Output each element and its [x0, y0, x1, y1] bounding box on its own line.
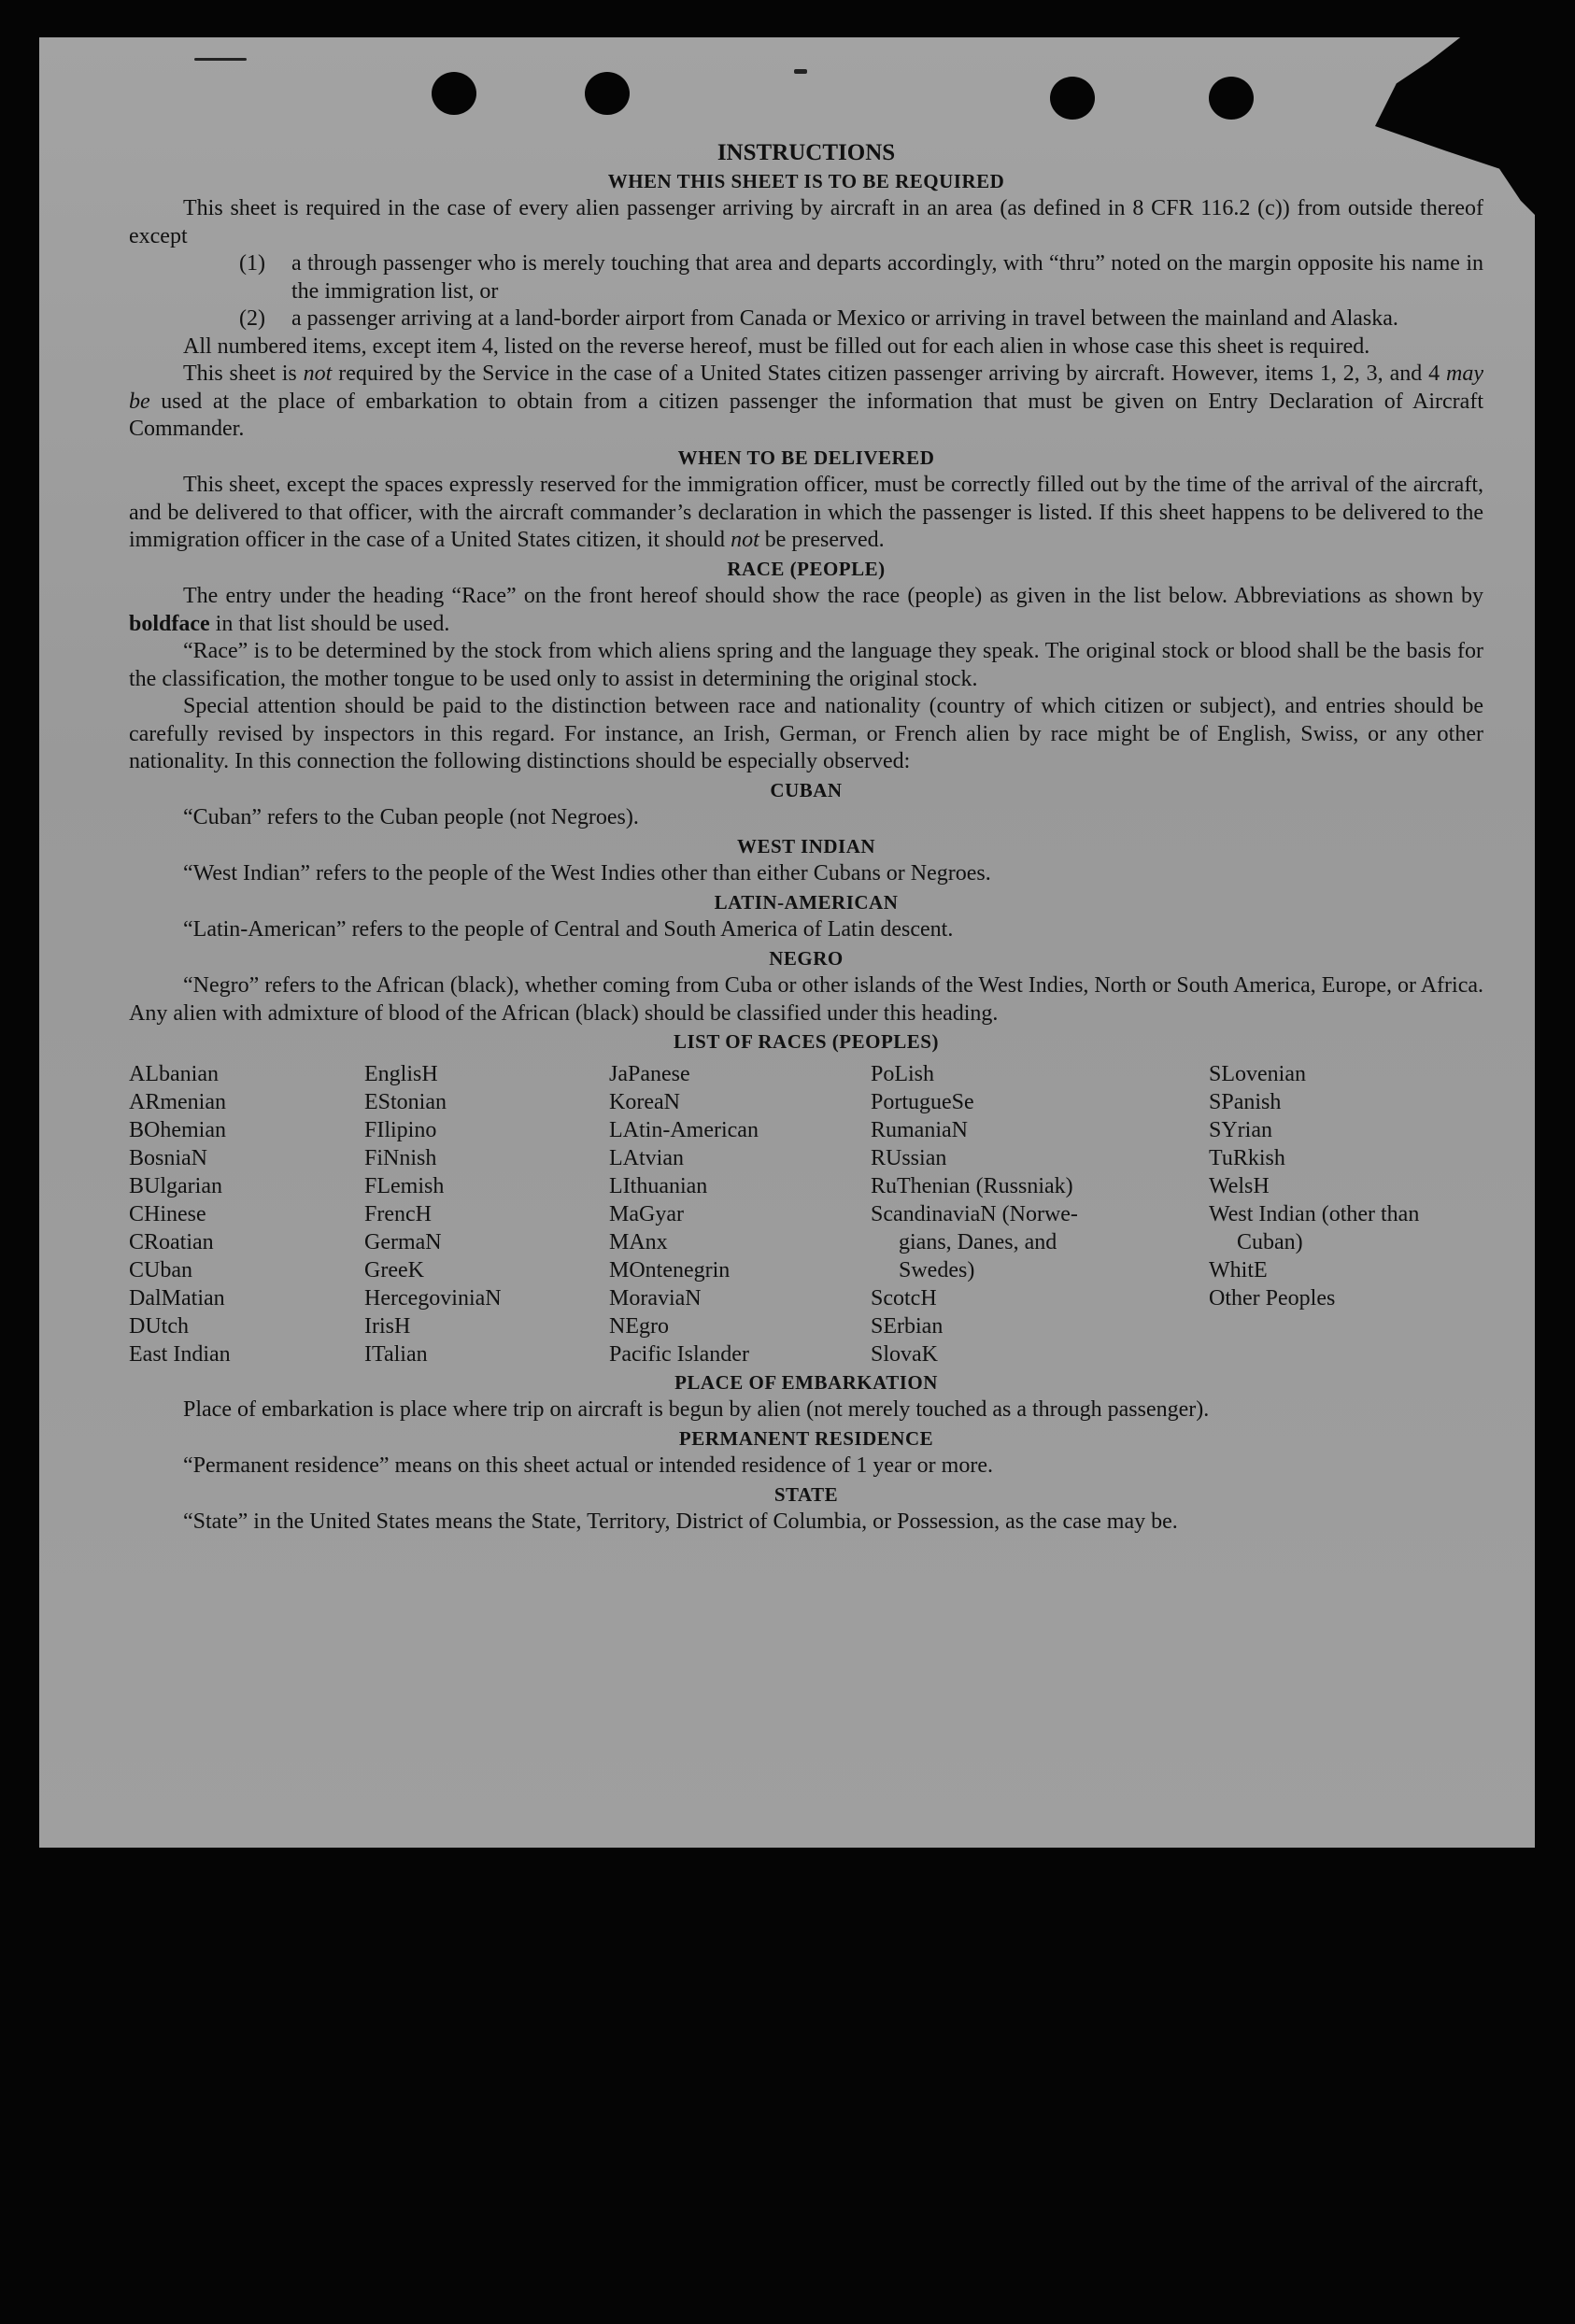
race-entry: Swedes)	[899, 1257, 975, 1282]
race-entry: RuThenian (Russniak)	[871, 1173, 1073, 1198]
punch-hole	[1050, 77, 1095, 120]
item-number: (2)	[239, 306, 265, 331]
item-number: (1)	[239, 251, 265, 276]
race-entry: JaPanese	[609, 1061, 690, 1086]
race-entry: BUlgarian	[129, 1173, 222, 1198]
section-heading: WEST INDIAN	[736, 834, 876, 857]
race-column	[364, 1060, 609, 1368]
list-item	[239, 305, 1483, 333]
race-entry: TuRkish	[1209, 1145, 1285, 1170]
race-entry: MAnx	[609, 1229, 668, 1254]
race-entry: MaGyar	[609, 1201, 684, 1226]
race-entry: FrencH	[364, 1201, 432, 1226]
race-entry: SPanish	[1209, 1089, 1282, 1114]
race-column	[871, 1060, 1209, 1368]
race-list	[129, 1060, 1483, 1368]
race-column	[609, 1060, 871, 1368]
race-entry: ALbanian	[129, 1061, 219, 1086]
ink-speck	[194, 58, 247, 61]
race-entry: LAtvian	[609, 1145, 684, 1170]
race-entry: MOntenegrin	[609, 1257, 731, 1282]
race-entry: KoreaN	[609, 1089, 680, 1114]
race-entry: PoLish	[871, 1061, 935, 1086]
race-entry: ScotcH	[871, 1285, 937, 1311]
section-heading: WHEN THIS SHEET IS TO BE REQUIRED	[607, 169, 1005, 192]
race-entry: EnglisH	[364, 1061, 438, 1086]
text-run: This sheet, except the spaces expressly reserved for the immigration officer, must be correctly filled out by the time of the arrival of the aircraft, and be delivered to that officer, with the aircraft commander’s declaration in which the passenger is listed. If this sheet happens to be delivered to the immigration officer in the case of a United States citizen, it should	[129, 473, 1483, 552]
race-entry: CRoatian	[129, 1229, 214, 1254]
paragraph: Place of embarkation is place where trip on aircraft is begun by alien (not merely touched as a through passenger).	[183, 1397, 1210, 1422]
italic-text: not	[303, 361, 333, 386]
race-entry: IrisH	[364, 1313, 411, 1339]
race-entry: GreeK	[364, 1257, 424, 1282]
italic-text: may be	[129, 361, 1483, 414]
race-entry: LAtin-American	[609, 1117, 759, 1142]
race-entry: ScandinaviaN (Norwe-	[871, 1201, 1078, 1226]
text-run: in that list should be used.	[209, 611, 450, 636]
race-entry: West Indian (other than Cuban)	[1209, 1201, 1420, 1254]
item-text: a through passenger who is merely touching that area and departs accordingly, with “thru” noted on the margin opposite his name in the immigration list, or	[291, 251, 1483, 304]
paragraph: “Negro” refers to the African (black), whether coming from Cuba or other islands of the West Indies, North or South America, Europe, or Africa. Any alien with admixture of blood of the African (black) should be classified under this heading.	[129, 973, 1483, 1026]
race-entry: Pacific Islander	[609, 1341, 749, 1367]
race-entry: East Indian	[129, 1341, 231, 1367]
race-column	[1209, 1060, 1483, 1368]
section-heading: RACE (PEOPLE)	[727, 557, 886, 580]
text-run: used at the place of embarkation to obtain from a citizen passenger the information that must be given on Entry Declaration of Aircraft Commander.	[129, 389, 1483, 441]
race-entry: FiNnish	[364, 1145, 437, 1170]
section-heading: CUBAN	[770, 778, 843, 801]
punch-hole	[1209, 77, 1254, 120]
race-entry: SlovaK	[871, 1341, 938, 1367]
race-entry: DUtch	[129, 1313, 189, 1339]
italic-text: not	[731, 528, 759, 552]
paragraph: “West Indian” refers to the people of the West Indies other than either Cubans or Negroes.	[183, 861, 991, 886]
paragraph	[129, 361, 1483, 444]
page-title: INSTRUCTIONS	[717, 140, 896, 165]
race-entry: ITalian	[364, 1341, 428, 1367]
paragraph: All numbered items, except item 4, listed on the reverse hereof, must be filled out for each alien in whose case this sheet is required.	[183, 333, 1370, 359]
race-entry: BosniaN	[129, 1145, 207, 1170]
section-heading: LIST OF RACES (PEOPLES)	[674, 1030, 939, 1053]
race-column	[129, 1060, 364, 1368]
section-heading: NEGRO	[769, 946, 844, 970]
text-run: This sheet is	[183, 361, 304, 386]
race-entry: LIthuanian	[609, 1173, 708, 1198]
text-run: be preserved.	[759, 528, 885, 552]
text-run: The entry under the heading “Race” on the front hereof should show the race (people) as given in the list below. Abbreviations as shown by	[183, 584, 1483, 608]
ink-speck	[794, 69, 807, 74]
race-entry: Other Peoples	[1209, 1285, 1336, 1311]
document-sheet	[39, 37, 1535, 1848]
race-entry: DalMatian	[129, 1285, 225, 1311]
race-entry: PortugueSe	[871, 1089, 974, 1114]
race-entry: RUssian	[871, 1145, 947, 1170]
race-entry: GermaN	[364, 1229, 442, 1254]
section-heading: PERMANENT RESIDENCE	[678, 1426, 934, 1450]
race-entry: CUban	[129, 1257, 192, 1282]
paragraph: “Race” is to be determined by the stock from which aliens spring and the language they speak. The original stock or blood shall be the basis for the classification, the mother tongue to be used only to assist in determining the original stock.	[129, 639, 1483, 691]
race-entry: MoraviaN	[609, 1285, 702, 1311]
race-entry: SLovenian	[1209, 1061, 1306, 1086]
text-run: required by the Service in the case of a United States citizen passenger arriving by aircraft. However, items 1, 2, 3, and 4	[332, 361, 1447, 386]
paragraph: “Permanent residence” means on this sheet actual or intended residence of 1 year or more.	[183, 1453, 993, 1478]
instructions-content	[129, 135, 1483, 1537]
paragraph: This sheet is required in the case of every alien passenger arriving by aircraft in an area (as defined in 8 CFR 116.2 (c)) from outside thereof except	[129, 196, 1483, 248]
race-entry: BOhemian	[129, 1117, 226, 1142]
paragraph: “Latin-American” refers to the people of Central and South America of Latin descent.	[183, 917, 954, 942]
section-heading: LATIN-AMERICAN	[714, 890, 899, 914]
race-entry: ARmenian	[129, 1089, 226, 1114]
race-entry: SYrian	[1209, 1117, 1272, 1142]
bold-text: boldface	[129, 611, 210, 636]
paragraph	[129, 472, 1483, 555]
race-entry: RumaniaN	[871, 1117, 968, 1142]
item-text: a passenger arriving at a land-border airport from Canada or Mexico or arriving in travel between the mainland and Alaska.	[291, 306, 1398, 331]
punch-hole	[585, 72, 630, 115]
section-heading: WHEN TO BE DELIVERED	[677, 446, 935, 469]
paragraph: “Cuban” refers to the Cuban people (not Negroes).	[183, 805, 639, 829]
list-item	[239, 250, 1483, 305]
paragraph: Special attention should be paid to the distinction between race and nationality (country of which citizen or subject), and entries should be carefully revised by inspectors in this regard. For instance, an Irish, German, or French alien by race might be of English, Swiss, or any other nationality. In this connection the following distinctions should be especially observed:	[129, 694, 1483, 773]
race-entry: CHinese	[129, 1201, 206, 1226]
section-heading: STATE	[773, 1482, 839, 1506]
race-entry: SErbian	[871, 1313, 944, 1339]
race-entry: FIlipino	[364, 1117, 437, 1142]
race-entry: HercegoviniaN	[364, 1285, 502, 1311]
punch-hole	[432, 72, 476, 115]
section-heading: PLACE OF EMBARKATION	[674, 1370, 938, 1394]
race-entry: WhitE	[1209, 1257, 1268, 1282]
race-entry: WelsH	[1209, 1173, 1270, 1198]
race-entry: EStonian	[364, 1089, 447, 1114]
paragraph: “State” in the United States means the State, Territory, District of Columbia, or Possession, as the case may be.	[183, 1509, 1178, 1534]
race-entry: FLemish	[364, 1173, 445, 1198]
paragraph	[129, 583, 1483, 638]
race-entry: gians, Danes, and	[899, 1229, 1057, 1254]
race-entry: NEgro	[609, 1313, 669, 1339]
